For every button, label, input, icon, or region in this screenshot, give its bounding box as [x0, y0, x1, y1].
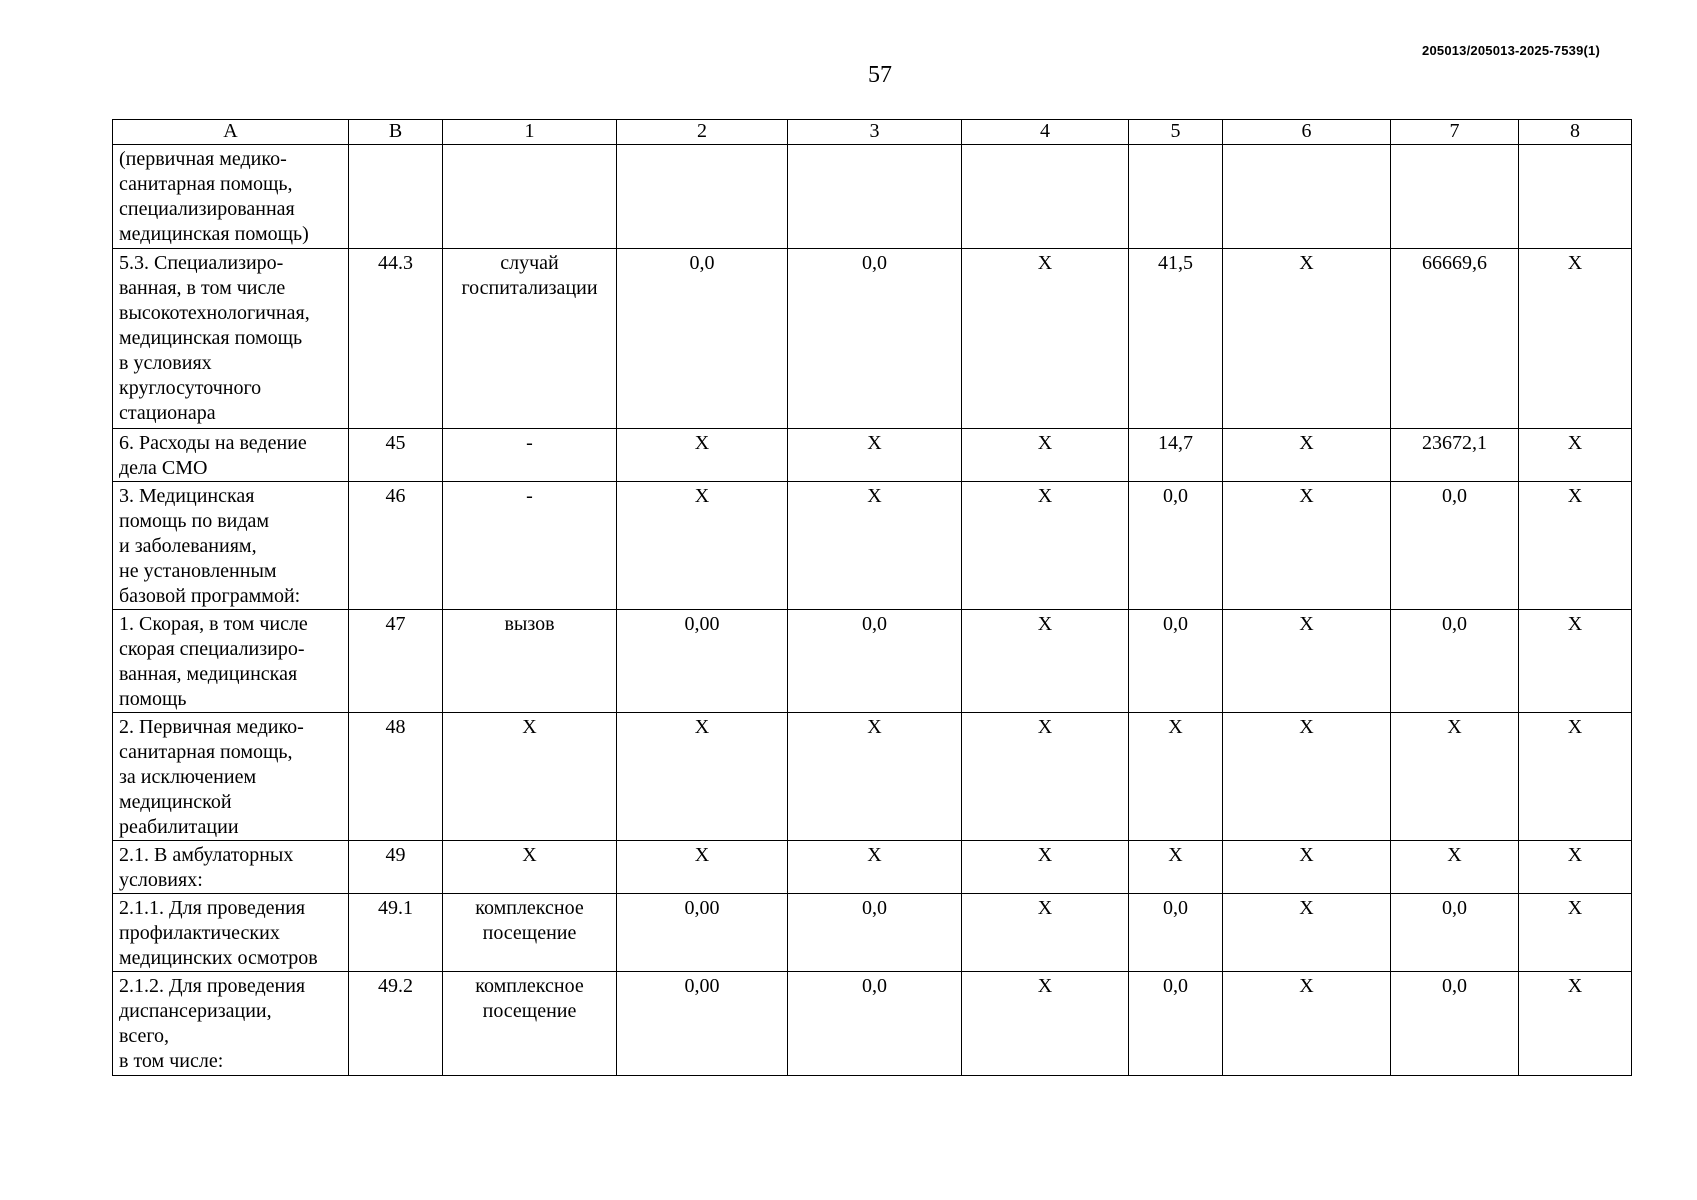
table-cell-4: [962, 482, 1129, 610]
column-header-6: 6: [1223, 120, 1391, 145]
table-cell-5: [1129, 972, 1223, 1076]
table-cell-b: [349, 429, 443, 482]
header-row: [113, 120, 1632, 145]
cell-text-line: X: [1037, 975, 1053, 997]
cell-text-line: X: [1447, 844, 1462, 866]
table-cell-1: [443, 145, 617, 249]
table-cell-5: [1129, 145, 1223, 249]
cell-text-line: X: [867, 844, 882, 866]
cell-text-line: медицинская помощь): [119, 223, 309, 245]
table-cell-7: [1391, 841, 1519, 894]
table-cell-1: [443, 894, 617, 972]
cell-text-line: помощь по видам: [119, 510, 270, 532]
cell-text-line: дела СМО: [119, 457, 208, 479]
cell-text-line: 0,00: [684, 897, 720, 919]
table-cell-7: [1391, 482, 1519, 610]
table-cell-a: [113, 482, 349, 610]
table-cell-2: [617, 429, 788, 482]
cell-text-line: 0,0: [1442, 613, 1467, 635]
cell-text-line: базовой программой:: [119, 585, 301, 607]
table-cell-4: [962, 713, 1129, 841]
table-cell-5: [1129, 249, 1223, 429]
cell-text-line: X: [1037, 716, 1053, 738]
table-cell-4: [962, 145, 1129, 249]
cell-text-line: госпитализации: [461, 277, 598, 299]
table-cell-3: [788, 429, 962, 482]
cell-text-line: реабилитации: [119, 816, 239, 838]
table-cell-a: [113, 972, 349, 1076]
table-cell-6: [1223, 841, 1391, 894]
cell-text-line: скорая специализиро-: [119, 638, 305, 660]
cell-text-line: X: [1299, 844, 1314, 866]
cell-text-line: комплексное: [475, 975, 584, 997]
cell-text-line: и заболеваниям,: [119, 535, 257, 557]
cell-text-line: 2.1.1. Для проведения: [119, 897, 306, 919]
table-row: [113, 482, 1632, 610]
cell-text-line: X: [1567, 432, 1583, 454]
table-cell-1: [443, 249, 617, 429]
cell-text-line: 2.1. В амбулаторных: [119, 844, 294, 866]
table-cell-3: [788, 894, 962, 972]
table-cell-7: [1391, 972, 1519, 1076]
cell-text-line: X: [694, 844, 710, 866]
cell-text-line: 0,0: [689, 252, 715, 274]
table-cell-4: [962, 249, 1129, 429]
table-cell-a: [113, 429, 349, 482]
cell-text-line: посещение: [482, 1000, 577, 1022]
table-cell-7: [1391, 429, 1519, 482]
table-cell-7: [1391, 894, 1519, 972]
cell-text-line: в условиях: [119, 352, 212, 374]
cell-text-line: 0,00: [684, 613, 720, 635]
table-cell-a: [113, 249, 349, 429]
table-cell-4: [962, 972, 1129, 1076]
table-cell-8: [1519, 894, 1632, 972]
cell-text-line: 14,7: [1158, 432, 1193, 454]
cell-text-line: -: [526, 432, 533, 454]
cell-text-line: X: [694, 432, 710, 454]
cell-text-line: специализированная: [119, 198, 295, 220]
cell-text-line: X: [1037, 613, 1053, 635]
table-cell-8: [1519, 482, 1632, 610]
cell-text-line: 0,0: [1442, 897, 1467, 919]
column-header-a: A: [113, 120, 349, 145]
cell-text-line: 0,0: [862, 897, 887, 919]
cell-text-line: ванная, медицинская: [119, 663, 298, 685]
cell-text-line: X: [1299, 897, 1314, 919]
table-cell-8: [1519, 429, 1632, 482]
cell-text-line: стационара: [119, 402, 216, 424]
cell-text-line: высокотехнологичная,: [119, 302, 310, 324]
cell-text-line: 0,0: [1442, 975, 1467, 997]
cell-text-line: 6. Расходы на ведение: [119, 432, 307, 454]
table-cell-2: [617, 610, 788, 713]
table-cell-8: [1519, 249, 1632, 429]
table-row: [113, 841, 1632, 894]
table-cell-5: [1129, 482, 1223, 610]
cell-text-line: 0,0: [862, 252, 887, 274]
cell-text-line: 47: [385, 613, 406, 635]
cell-text-line: X: [1299, 716, 1314, 738]
table-cell-1: [443, 841, 617, 894]
table-cell-b: [349, 482, 443, 610]
table-cell-b: [349, 894, 443, 972]
table-cell-2: [617, 713, 788, 841]
cell-text-line: 48: [385, 716, 406, 738]
column-header-8: 8: [1519, 120, 1632, 145]
cell-text-line: X: [867, 485, 882, 507]
cell-text-line: вызов: [504, 613, 555, 635]
cell-text-line: 0,0: [1442, 485, 1467, 507]
cell-text-line: медицинских осмотров: [119, 947, 318, 969]
table-cell-5: [1129, 610, 1223, 713]
cell-text-line: X: [1037, 897, 1053, 919]
table-row: [113, 894, 1632, 972]
table-cell-b: [349, 713, 443, 841]
cell-text-line: X: [1447, 716, 1462, 738]
table-cell-8: [1519, 145, 1632, 249]
cell-text-line: X: [1567, 613, 1583, 635]
cell-text-line: X: [1037, 844, 1053, 866]
table-cell-4: [962, 429, 1129, 482]
table-row: [113, 429, 1632, 482]
cell-text-line: X: [694, 716, 710, 738]
column-header-3: 3: [788, 120, 962, 145]
table-cell-5: [1129, 713, 1223, 841]
cell-text-line: X: [1299, 613, 1314, 635]
table-cell-1: [443, 713, 617, 841]
table-cell-b: [349, 841, 443, 894]
table-cell-7: [1391, 713, 1519, 841]
cell-text-line: 1. Скорая, в том числе: [119, 613, 308, 635]
cell-text-line: X: [867, 716, 882, 738]
cell-text-line: 44.3: [378, 252, 413, 274]
cell-text-line: медицинская помощь: [119, 327, 303, 349]
cell-text-line: 0,0: [1163, 897, 1188, 919]
table-cell-b: [349, 610, 443, 713]
table-body: [113, 145, 1632, 1076]
table-row: [113, 972, 1632, 1076]
table-cell-2: [617, 894, 788, 972]
cell-text-line: 0,0: [1163, 485, 1188, 507]
cell-text-line: ванная, в том числе: [119, 277, 286, 299]
table-cell-7: [1391, 249, 1519, 429]
table-cell-4: [962, 841, 1129, 894]
table-cell-6: [1223, 713, 1391, 841]
table-cell-3: [788, 972, 962, 1076]
table-cell-a: [113, 841, 349, 894]
table-cell-3: [788, 610, 962, 713]
table-cell-2: [617, 841, 788, 894]
cell-text-line: X: [1567, 485, 1583, 507]
table-cell-3: [788, 482, 962, 610]
table-cell-7: [1391, 610, 1519, 713]
table-cell-4: [962, 610, 1129, 713]
table-cell-b: [349, 145, 443, 249]
cell-text-line: всего,: [119, 1025, 170, 1047]
table-cell-a: [113, 610, 349, 713]
cell-text-line: 46: [385, 485, 406, 507]
table-cell-5: [1129, 894, 1223, 972]
cell-text-line: 2. Первичная медико-: [119, 716, 304, 738]
cell-text-line: 41,5: [1158, 252, 1193, 274]
cell-text-line: X: [1567, 716, 1583, 738]
cell-text-line: X: [1037, 485, 1053, 507]
cell-text-line: 45: [385, 432, 406, 454]
cell-text-line: X: [867, 432, 882, 454]
table-cell-8: [1519, 972, 1632, 1076]
cell-text-line: условиях:: [119, 869, 203, 891]
table-cell-8: [1519, 610, 1632, 713]
cell-text-line: -: [526, 485, 533, 507]
cell-text-line: санитарная помощь,: [119, 173, 293, 195]
table-cell-1: [443, 610, 617, 713]
cell-text-line: X: [522, 844, 537, 866]
table-row: [113, 249, 1632, 429]
cell-text-line: X: [694, 485, 710, 507]
cell-text-line: 0,0: [1163, 975, 1188, 997]
table-cell-2: [617, 972, 788, 1076]
cell-text-line: X: [1299, 485, 1314, 507]
cell-text-line: не установленным: [119, 560, 277, 582]
table-cell-1: [443, 972, 617, 1076]
cell-text-line: X: [1299, 252, 1314, 274]
table-row: [113, 610, 1632, 713]
cell-text-line: 3. Медицинская: [119, 485, 255, 507]
table-row: [113, 713, 1632, 841]
table-cell-1: [443, 429, 617, 482]
cell-text-line: диспансеризации,: [119, 1000, 272, 1022]
table-cell-a: [113, 145, 349, 249]
table-cell-2: [617, 145, 788, 249]
cell-text-line: комплексное: [475, 897, 584, 919]
cell-text-line: 66669,6: [1422, 252, 1487, 274]
cell-text-line: X: [1168, 716, 1183, 738]
table-cell-2: [617, 249, 788, 429]
cell-text-line: за исключением: [119, 766, 257, 788]
cell-text-line: X: [1037, 432, 1053, 454]
table-cell-1: [443, 482, 617, 610]
column-header-b: B: [349, 120, 443, 145]
table-cell-b: [349, 972, 443, 1076]
cell-text-line: 49.1: [378, 897, 413, 919]
table-cell-6: [1223, 610, 1391, 713]
cell-text-line: X: [1168, 844, 1183, 866]
column-header-2: 2: [617, 120, 788, 145]
page-number: 57: [868, 62, 892, 88]
cell-text-line: в том числе:: [119, 1050, 224, 1072]
cell-text-line: 0,00: [684, 975, 720, 997]
table-cell-6: [1223, 429, 1391, 482]
table-cell-3: [788, 249, 962, 429]
cell-text-line: случай: [500, 252, 559, 274]
cell-text-line: X: [1037, 252, 1053, 274]
cell-text-line: (первичная медико-: [119, 148, 287, 170]
cell-text-line: профилактических: [119, 922, 280, 944]
table-cell-5: [1129, 841, 1223, 894]
column-header-4: 4: [962, 120, 1129, 145]
table-cell-a: [113, 894, 349, 972]
table-cell-7: [1391, 145, 1519, 249]
table-cell-2: [617, 482, 788, 610]
cell-text-line: 23672,1: [1422, 432, 1487, 454]
cell-text-line: санитарная помощь,: [119, 741, 293, 763]
cell-text-line: 0,0: [862, 613, 887, 635]
table-cell-a: [113, 713, 349, 841]
cell-text-line: 0,0: [1163, 613, 1188, 635]
table-cell-3: [788, 145, 962, 249]
table-cell-6: [1223, 249, 1391, 429]
data-table: [112, 119, 1632, 1076]
table-cell-b: [349, 249, 443, 429]
cell-text-line: 49: [385, 844, 406, 866]
cell-text-line: медицинской: [119, 791, 232, 813]
cell-text-line: X: [1567, 975, 1583, 997]
table-cell-8: [1519, 841, 1632, 894]
cell-text-line: X: [1567, 252, 1583, 274]
column-header-7: 7: [1391, 120, 1519, 145]
cell-text-line: 49.2: [378, 975, 413, 997]
table-cell-6: [1223, 145, 1391, 249]
document-id: 205013/205013-2025-7539(1): [1422, 43, 1600, 58]
table-cell-6: [1223, 972, 1391, 1076]
table-cell-6: [1223, 894, 1391, 972]
cell-text-line: X: [1299, 432, 1314, 454]
cell-text-line: X: [1567, 844, 1583, 866]
table-cell-3: [788, 841, 962, 894]
table-row: [113, 145, 1632, 249]
table-cell-4: [962, 894, 1129, 972]
cell-text-line: посещение: [482, 922, 577, 944]
column-header-5: 5: [1129, 120, 1223, 145]
table-cell-8: [1519, 713, 1632, 841]
table-cell-5: [1129, 429, 1223, 482]
table-cell-6: [1223, 482, 1391, 610]
cell-text-line: 2.1.2. Для проведения: [119, 975, 306, 997]
cell-text-line: 5.3. Специализиро-: [119, 252, 284, 274]
cell-text-line: 0,0: [862, 975, 887, 997]
cell-text-line: X: [1567, 897, 1583, 919]
cell-text-line: круглосуточного: [119, 377, 262, 399]
table-cell-3: [788, 713, 962, 841]
column-header-1: 1: [443, 120, 617, 145]
cell-text-line: X: [1299, 975, 1314, 997]
cell-text-line: помощь: [119, 688, 187, 710]
cell-text-line: X: [522, 716, 537, 738]
